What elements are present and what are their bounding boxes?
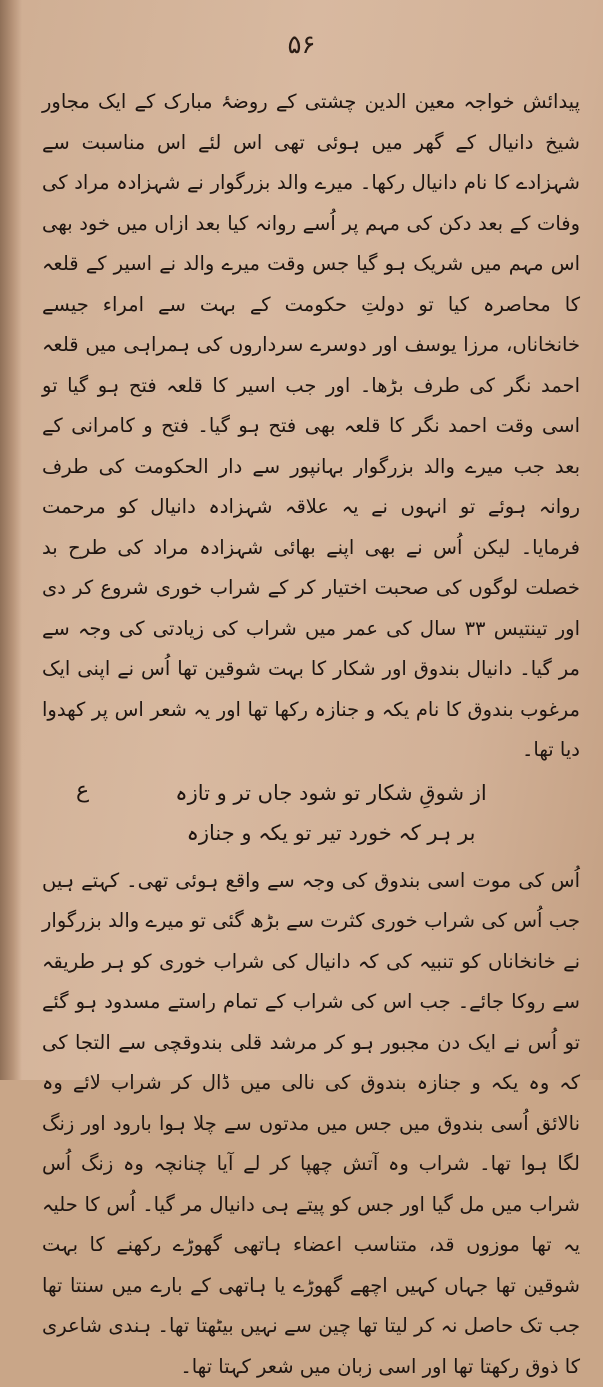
paragraph-2: اُس کی موت اسی بندوق کی وجہ سے واقع ہوئی تھی۔ کہتے ہیں جب اُس کی شراب خوری کثرت سے بڑھ گئی تو میرے والد بزرگوار نے خانخاناں کو تنبیہ کی کہ دانیال کی شراب خوری کو ہر طریقہ سے روکا جائے۔ جب اس کی شراب کے تمام راستے مسدود ہو گئے تو اُس نے ایک دن مجبور ہو کر مرشد قلی بندوقچی سے التجا کی کہ وہ یکہ و جنازہ بندوق کی نالی میں ڈال کر شراب لائے وہ نالائق اُسی بندوق میں جس میں مدتوں سے چلا ہوا بارود اور زنگ لگا ہوا تھا۔ شراب وہ آتش چھپا کر لے آیا چنانچہ وہ زنگ اُس شراب میں مل گیا اور جس کو پیتے ہی دانیال مر گیا۔ اُس کا حلیہ یہ تھا موزوں قد، متناسب اعضاء ہاتھی گھوڑے رکھنے کا بہت شوقین تھا جہاں کہیں اچھے گھوڑے یا ہاتھی کے بارے میں سنتا تھا جب تک حاصل نہ کر لیتا تھا چین سے نہیں بیٹھتا تھا۔ ہندی شاعری کا ذوق رکھتا تھا اور اسی زبان میں شعر کہتا تھا۔ (42, 861, 580, 1387)
page-number: ۵۶ (0, 30, 603, 60)
paragraph-1: پیدائش خواجہ معین الدین چشتی کے روضۂ مبارک کے ایک مجاور شیخ دانیال کے گھر میں ہوئی تھی اس لئے اس مناسبت سے شہزادے کا نام دانیال رکھا۔ میرے والد بزرگوار نے شہزادہ مراد کی وفات کے بعد دکن کی مہم پر اُسے روانہ کیا بعد ازاں میں خود بھی اس مہم میں شریک ہو گیا جس وقت میرے والد نے اسیر کے قلعہ کا محاصرہ کیا تو دولتِ حکومت کے بہت سے امراء جیسے خانخاناں، مرزا یوسف اور دوسرے سرداروں کی ہمراہی میں قلعہ احمد نگر کی طرف بڑھا۔ اور جب اسیر کا قلعہ فتح ہو گیا تو اسی وقت احمد نگر کا قلعہ بھی فتح ہو گیا۔ فتح و کامرانی کے بعد جب میرے والد بزرگوار بہانپور سے دار الحکومت کی طرف روانہ ہوئے تو انہوں نے یہ علاقہ شہزادہ دانیال کو مرحمت فرمایا۔ لیکن اُس نے بھی اپنے بھائی شہزادہ مراد کی طرح بد خصلت لوگوں کی صحبت اختیار کر کے شراب خوری شروع کر دی اور تینتیس ۳۳ سال کی عمر میں شراب کی زیادتی کی وجہ سے مر گیا۔ دانیال بندوق اور شکار کا بہت شوقین تھا اُس نے اپنی ایک مرغوب بندوق کا نام یکہ و جنازہ رکھا تھا اور یہ شعر اس پر کھدوا دیا تھا۔ (42, 82, 580, 771)
verse-block (42, 773, 580, 857)
verse-marker: ع (76, 771, 89, 812)
page-binding-shadow (0, 0, 22, 1080)
verse-line-1: از شوقِ شکار تو شود جاں تر و تازہ (42, 773, 580, 813)
verse-line-2: بر ہر کہ خورد تیر تو یکہ و جنازہ (42, 813, 580, 853)
page-body (42, 82, 580, 1387)
